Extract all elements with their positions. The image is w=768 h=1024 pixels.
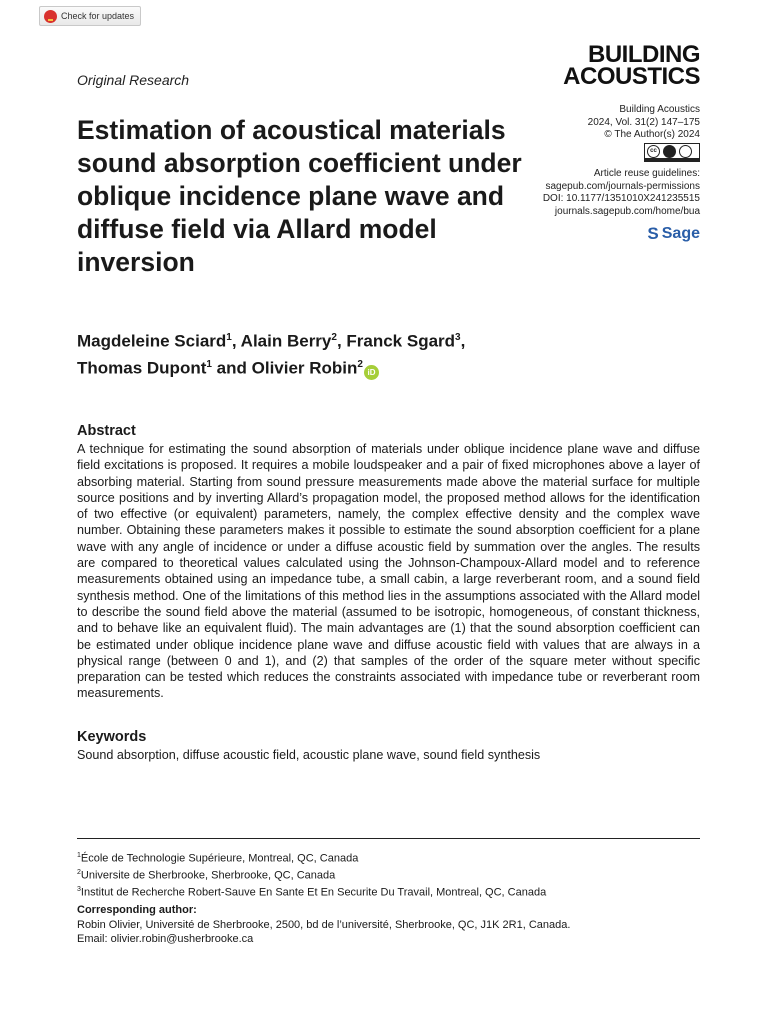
keywords-text: Sound absorption, diffuse acoustic field, acoustic plane wave, sound field synthesis — [77, 748, 541, 762]
corresponding-heading: Corresponding author: — [77, 904, 197, 916]
author-name: Alain Berry — [240, 331, 332, 351]
journal-meta — [543, 104, 700, 242]
author-name: Franck Sgard — [346, 331, 456, 351]
cc-by-icon — [663, 145, 676, 158]
affiliations — [77, 849, 546, 900]
journal-logo — [563, 41, 700, 90]
reuse-label: Article reuse guidelines: — [593, 168, 700, 179]
journal-logo-line1: BUILDING — [588, 41, 700, 68]
cc-nc-icon — [679, 145, 692, 158]
author-list: Magdeleine Sciard$^1$, Alain Berry$^2$, Franck Sgard$^3$, Thomas Dupont$^1$ and Olivier Robin$^2$iD — [77, 326, 637, 380]
check-for-updates-button[interactable] — [39, 6, 141, 26]
publisher-logo — [543, 226, 700, 242]
affiliation-item: $^1$École de Technologie Supérieure, Montreal, QC, Canada — [77, 852, 359, 865]
author-name: Olivier Robin — [251, 358, 358, 378]
check-for-updates-label: Check for updates — [61, 11, 135, 21]
journal-name: Building Acoustics — [619, 104, 700, 115]
doi-link[interactable]: DOI: 10.1177/1351010X241235515 — [542, 193, 700, 204]
abstract-heading: Abstract — [77, 423, 136, 439]
paper-title: Estimation of acoustical materials sound absorption coefficient under oblique incidence plane wave and diffuse field via Allard model inversion — [77, 115, 522, 277]
article-type: Original Research — [77, 72, 190, 88]
author-affiliation-mark: 2 — [357, 358, 363, 370]
cc-icon: cc — [647, 145, 660, 158]
abstract-text: A technique for estimating the sound absorption of materials under oblique incidence plane wave and diffuse field excitations is proposed. It requires a mobile loudspeaker and a pair of fixed microphones above a layer of absorbing material. Starting from sound pressure measurements made above the material surface for multiple source positions and by inverting Allard’s propagation model, the proposed method allows for the identification of two effective (or equivalent) parameters, namely, the complex effective density and the complex wave number. Obtaining these parameters makes it possible to estimate the sound absorption coefficient for a plane wave with any angle of incidence or under a diffuse acoustic field by summation over the angles. The results are compared to theoretical values calculated using the Johnson-Champoux-Allard model and to reference measurements obtained using an impedance tube, a small cabin, a large reverberant room, and a sound field synthesis method. One of the limitations of this method lies in the assumptions associated with the Allard model to describe the sound field above the material (assumed to be isotropic, homogeneous, of constant thickness, and to behave like an equivalent fluid). The main advantages are (1) that the sound absorption coefficient can be estimated under oblique incidence plane wave and diffuse acoustic field with values that are always in a physical range (between 0 and 1), and (2) that samples of the order of the square meter without specific preparation can be tested which reduces the constraints associated with impedance tube or reverberant room measurements. — [77, 442, 700, 701]
reuse-link[interactable]: sagepub.com/journals-permissions — [545, 180, 700, 192]
volume-info: 2024, Vol. 31(2) 147–175 — [587, 116, 700, 128]
affiliation-item: $^3$Institut de Recherche Robert-Sauve En Sante Et En Securite Du Travail, Montreal, QC, Canada — [77, 886, 547, 899]
author-affiliation-mark: 2 — [331, 332, 337, 343]
author-affiliation-mark: 3 — [455, 332, 461, 343]
author-affiliation-mark: 1 — [206, 358, 212, 370]
footnote-divider — [77, 838, 700, 839]
corresponding-address: Robin Olivier, Université de Sherbrooke, 2500, bd de l’université, Sherbrooke, QC, J1K 2R1, Canada. — [77, 918, 571, 931]
check-updates-icon — [44, 10, 57, 23]
corresponding-email[interactable]: Email: olivier.robin@usherbrooke.ca — [77, 933, 254, 945]
author-name: Magdeleine Sciard — [77, 331, 227, 351]
journal-link[interactable]: journals.sagepub.com/home/bua — [554, 205, 700, 217]
sage-s-icon: S — [647, 224, 659, 243]
journal-logo-line2: ACOUSTICS — [563, 63, 700, 90]
author-affiliation-mark: 1 — [226, 332, 232, 343]
publisher-name: Sage — [661, 224, 700, 242]
author-name: Thomas Dupont — [77, 358, 207, 378]
copyright: © The Author(s) 2024 — [604, 129, 700, 140]
orcid-icon[interactable]: iD — [364, 365, 379, 380]
cc-license-icon[interactable] — [644, 143, 700, 162]
affiliation-item: $^2$Universite de Sherbrooke, Sherbrooke, QC, Canada — [77, 869, 336, 882]
keywords-heading: Keywords — [77, 729, 147, 745]
corresponding-author — [77, 903, 570, 947]
